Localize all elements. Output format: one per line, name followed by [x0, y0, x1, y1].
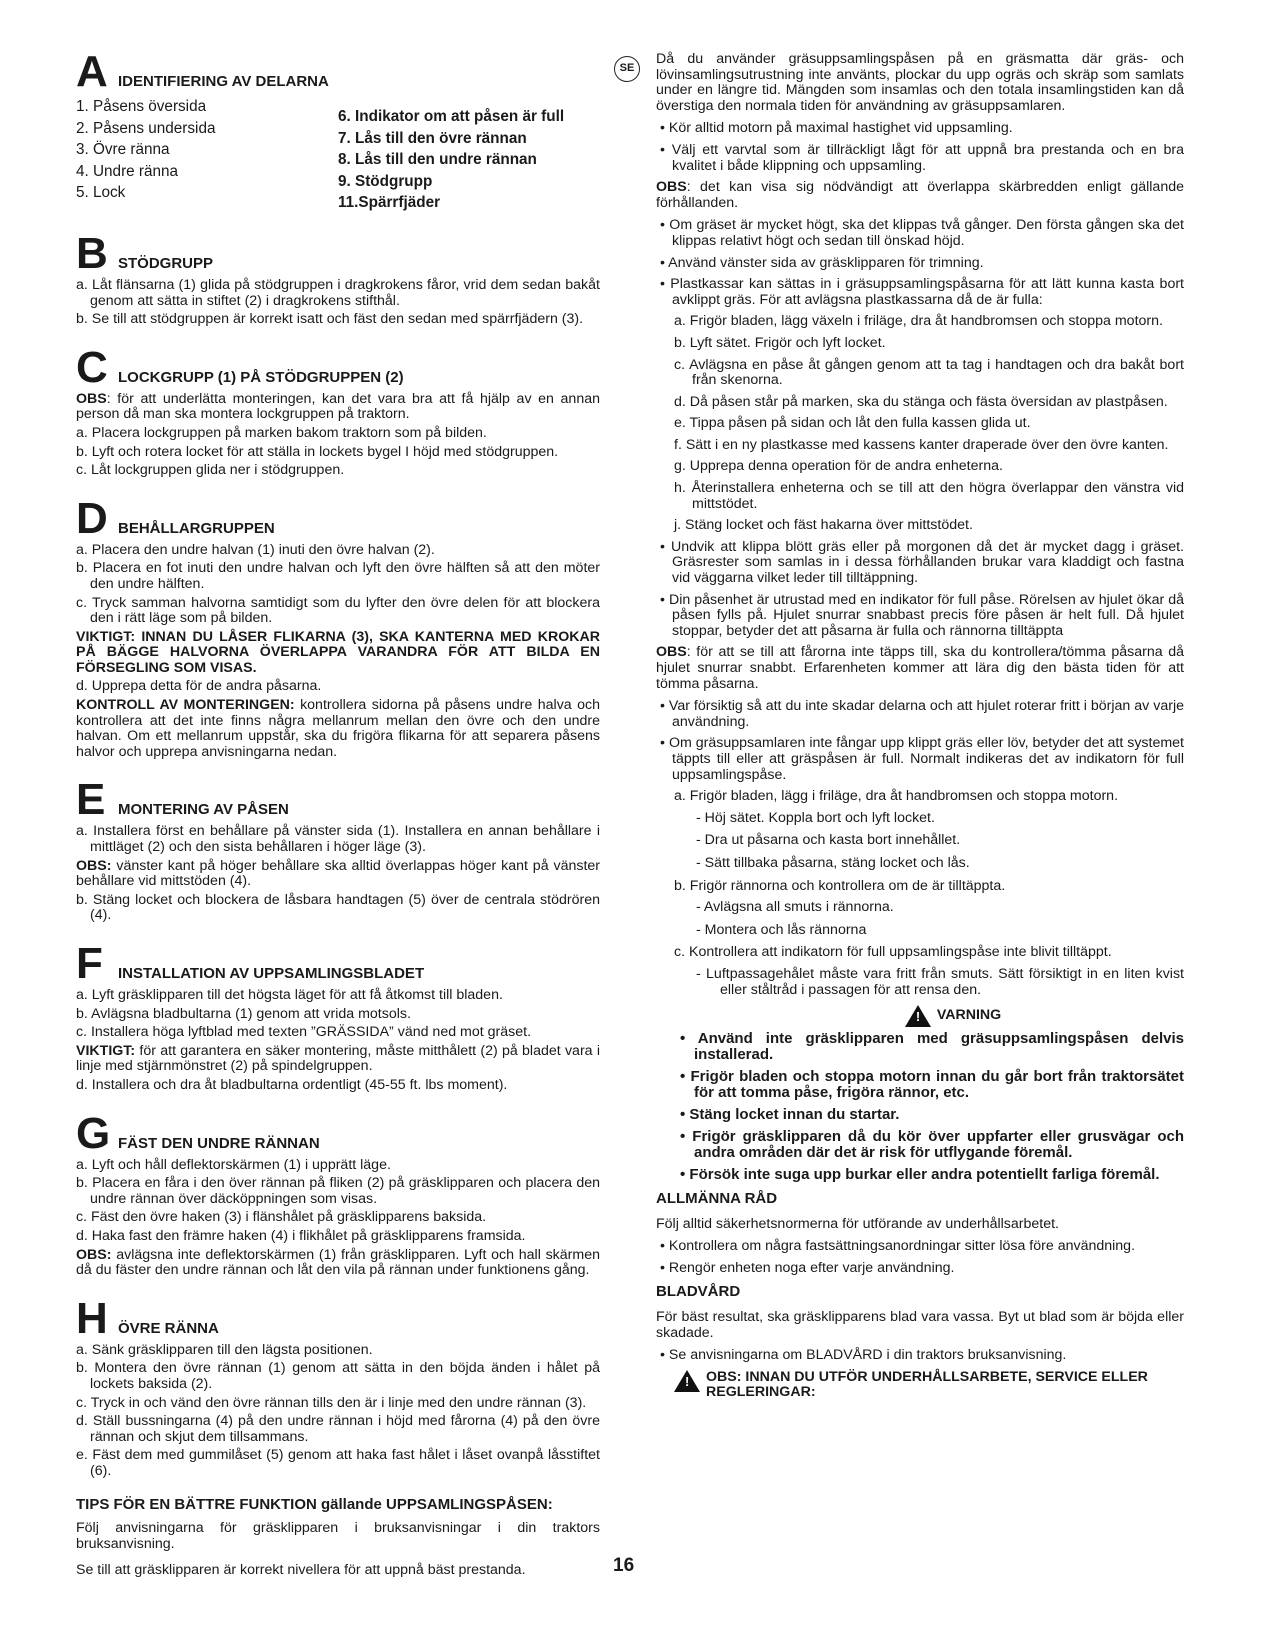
- section-letter: A: [76, 47, 108, 96]
- check-note: KONTROLL AV MONTERINGEN: kontrollera sidorna på påsens undre halva och kontrollera att det inte finns några mellanrum mellan den övre och den undre halvan. Om ett mellanrum uppstår, ska du frigöra flikarna för att separera påsens halvor och upprepa anvisningarna nedan.: [76, 697, 600, 760]
- step-text: c. Tryck in och vänd den övre rännan tills den är i linje med den undre rännan (3).: [76, 1394, 587, 1411]
- section-title: ÖVRE RÄNNA: [118, 1319, 219, 1337]
- right-column: [656, 52, 1184, 1400]
- warning-item: • Frigör bladen och stoppa motorn innan du går bort från traktorsätet för att tomma påse, frigöra rännor, etc.: [680, 1068, 1184, 1102]
- step-text: d. Upprepa detta för de andra påsarna.: [76, 678, 322, 695]
- step-text: c. Låt lockgruppen glida ner i stödgruppen.: [76, 462, 345, 479]
- section-title: BEHÅLLARGRUPPEN: [118, 519, 275, 537]
- dash-step: - Avlägsna all smuts i rännorna.: [696, 899, 894, 916]
- note-text: OBS: för att underlätta monteringen, kan det vara bra att få hjälp av en annan person då man ska montera lockgruppen på traktorn.: [76, 390, 600, 423]
- step-text: d. Ställ bussningarna (4) på den undre rännan i höjd med fårorna (4) på den övre rännan och skjut dem tillsammans.: [76, 1413, 600, 1445]
- bullet-item: • Använd vänster sida av gräsklipparen för trimning.: [660, 254, 984, 271]
- sub-step: b. Lyft sätet. Frigör och lyft locket.: [674, 334, 886, 351]
- section-b: [76, 228, 600, 328]
- important-note: VIKTIGT: INNAN DU LÅSER FLIKARNA (3), SKA KANTERNA MED KROKAR PÅ BÄGGE HALVORNA ÖVERLAPPA VARANDRA FÖR ATT BILDA EN FÖRSEGLING SOM VISAS.: [76, 628, 600, 676]
- dash-step: - Montera och lås rännorna: [696, 921, 867, 938]
- tips-text: Följ anvisningarna för gräsklipparen i bruksanvisningar i din traktors bruksanvisning.: [76, 1520, 600, 1553]
- step-text: b. Avlägsna bladbultarna (1) genom att vrida motsols.: [76, 1005, 411, 1022]
- final-warning-text: OBS: INNAN DU UTFÖR UNDERHÅLLSARBETE, SERVICE ELLER REGLERINGAR:: [706, 1368, 1148, 1400]
- blade-care-title: BLADVÅRD: [656, 1283, 741, 1301]
- step-text: a. Installera först en behållare på vänster sida (1). Installera en annan behållare i mittläget (2) och den sista behållaren i höger läge (3).: [76, 823, 600, 856]
- step-text: d. Haka fast den främre haken (4) i flikhålet på gräsklipparens framsida.: [76, 1227, 526, 1244]
- bullet-item: • Undvik att klippa blött gräs eller på morgonen då det är mycket dagg i gräset. Gräsrester som samlas in i dessa förhållanden brukar vara kladdigt och fastna vid väggarna vilket leder till tilltäppning.: [660, 538, 1184, 587]
- sub-step: d. Då påsen står på marken, ska du stänga och fästa översidan av plastpåsen.: [674, 393, 1168, 410]
- language-badge: SE: [614, 56, 640, 82]
- step-text: b. Se till att stödgruppen är korrekt isatt och fäst den sedan med spärrfjädern (3).: [76, 311, 584, 328]
- warning-item: • Använd inte gräsklipparen med gräsuppsamlingspåsen delvis installerad.: [680, 1030, 1184, 1064]
- section-title: MONTERING AV PÅSEN: [118, 801, 289, 819]
- bullet-item: • Kör alltid motorn på maximal hastighet vid uppsamling.: [660, 120, 1013, 137]
- note-text: OBS: för att se till att fårorna inte täpps till, ska du kontrollera/tömma påsarna då hjulet snurrar snabbt. Erfarenheten kommer att lära dig den bästa tiden för att tömma påsarna.: [656, 644, 1184, 692]
- sub-step: c. Kontrollera att indikatorn för full uppsamlingspåse inte blivit tilltäppt.: [674, 944, 1112, 961]
- list-item: 6. Indikator om att påsen är full: [338, 108, 565, 125]
- warning-title: VARNING: [936, 1007, 1002, 1024]
- warning-icon: !: [674, 1370, 700, 1392]
- step-text: b. Stäng locket och blockera de låsbara handtagen (5) över de centrala stödrören (4).: [76, 891, 600, 924]
- step-text: e. Fäst dem med gummilåset (5) genom att haka fast hålet i låset ovanpå låsstiftet (6).: [76, 1447, 600, 1479]
- warning-item: • Försök inte suga upp burkar eller andra potentiellt farliga föremål.: [680, 1166, 1160, 1184]
- section-a: [76, 47, 600, 214]
- sub-step: g. Upprepa denna operation för de andra enheterna.: [674, 458, 1003, 475]
- section-title: STÖDGRUPP: [118, 254, 214, 272]
- section-letter: F: [76, 939, 103, 988]
- list-item: 1. Påsens översida: [76, 98, 207, 115]
- bullet-item: • Om gräset är mycket högt, ska det klippas två gånger. Den första gången ska det klippas relativt högt och sedan till önskad höjd.: [660, 217, 1184, 249]
- warning-item: • Stäng locket innan du startar.: [680, 1106, 900, 1124]
- step-text: b. Montera den övre rännan (1) genom att sätta in den böjda änden i hålet på lockets baksida (2).: [76, 1360, 600, 1392]
- sub-step: j. Stäng locket och fäst hakarna över mittstödet.: [674, 517, 973, 534]
- sub-step: f. Sätt i en ny plastkasse med kassens kanter draperade över den övre kanten.: [674, 436, 1169, 453]
- bullet-item: • Plastkassar kan sättas in i gräsuppsamlingspåsarna för att lätt kunna kasta bort avklippt gräs. För att avlägsna plastkassarna då de är fulla:: [660, 276, 1184, 308]
- sub-step: e. Tippa påsen på sidan och låt den fulla kassen glida ut.: [674, 415, 1031, 432]
- final-warning: [656, 1370, 1184, 1400]
- step-text: c. Tryck samman halvorna samtidigt som du lyfter den övre delen för att blockera den i rätt läge som på bilden.: [76, 594, 600, 627]
- step-text: c. Fäst den övre haken (3) i flänshålet på gräsklipparens baksida.: [76, 1209, 487, 1226]
- bullet-item: • Om gräsuppsamlaren inte fångar upp klippt gräs eller löv, betyder det att systemet täppts till eller att gräspåsen är full. Normalt indikeras det av indikatorn för full uppsamlingspåse.: [660, 735, 1184, 783]
- section-title: INSTALLATION AV UPPSAMLINGSBLADET: [118, 965, 425, 982]
- section-letter: D: [76, 493, 108, 543]
- list-item: 4. Undre ränna: [76, 162, 179, 180]
- section-title: LOCKGRUPP (1) PÅ STÖDGRUPPEN (2): [118, 368, 404, 386]
- step-text: c. Installera höga lyftblad med texten ”GRÄSSIDA” vänd ned mot gräset.: [76, 1024, 532, 1041]
- section-title: IDENTIFIERING AV DELARNA: [118, 73, 329, 90]
- section-g: [76, 1108, 600, 1279]
- bullet-item: • Din påsenhet är utrustad med en indikator för full påse. Rörelsen av hjulet ökar då påsen fylls på. Hjulet snurrar snabbast precis före påsen är helt full. Då hjulet stoppar, betyder det att påsarna är fulla och rännorna tilltäppta: [660, 591, 1184, 639]
- list-item: 9. Stödgrupp: [338, 172, 433, 190]
- warning-item: • Frigör gräsklipparen då du kör över uppfarter eller grusvägar och andra områden där det är risk för utflygande föremål.: [680, 1128, 1184, 1162]
- section-letter: H: [76, 1293, 108, 1343]
- step-text: d. Installera och dra åt bladbultarna ordentligt (45-55 ft. lbs moment).: [76, 1076, 508, 1093]
- general-advice-text: Följ alltid säkerhetsnormerna för utförande av underhållsarbetet.: [656, 1215, 1059, 1232]
- tips-title: TIPS FÖR EN BÄTTRE FUNKTION gällande UPPSAMLINGSPÅSEN:: [76, 1496, 553, 1514]
- list-item: 2. Påsens undersida: [76, 119, 216, 137]
- section-c: [76, 342, 600, 479]
- bullet-item: • Se anvisningarna om BLADVÅRD i din traktors bruksanvisning.: [660, 1347, 1067, 1364]
- note-text: OBS: avlägsna inte deflektorskärmen (1) från gräsklipparen. Lyft och hall skärmen då du fäster den undre rännan och låt den vila på rännan under funktionens gång.: [76, 1246, 600, 1279]
- sub-step: c. Avlägsna en påse åt gången genom att ta tag i handtagen och dra bakåt bort från skenorna.: [674, 356, 1184, 389]
- step-text: b. Placera en fåra i den över rännan på fliken (2) på gräsklipparen och placera den undre rännan över däcköppningen som visas.: [76, 1175, 600, 1207]
- list-item: 11.Spärrfjäder: [338, 194, 441, 212]
- dash-step: - Dra ut påsarna och kasta bort innehållet.: [696, 832, 961, 849]
- bullet-item: • Kontrollera om några fastsättningsanordningar sitter lösa före användning.: [660, 1238, 1136, 1255]
- important-note: VIKTIGT: för att garantera en säker montering, måste mitthålett (2) på bladet vara i linje med stjärnmönstret (2) på spindelgruppen.: [76, 1042, 600, 1075]
- step-text: a. Låt flänsarna (1) glida på stödgruppen i dragkrokens fåror, vrid dem sedan bakåt genom att sätta in stiftet (2) i dragkrokens stifthål.: [76, 276, 600, 309]
- parts-list: [76, 96, 600, 214]
- step-text: a. Sänk gräsklipparen till den lägsta positionen.: [76, 1341, 373, 1358]
- list-item: 7. Lås till den övre rännan: [338, 129, 527, 147]
- warning-icon: !: [905, 1005, 931, 1027]
- sub-step: a. Frigör bladen, lägg i friläge, dra åt handbromsen och stoppa motorn.: [674, 788, 1119, 805]
- step-text: a. Placera den undre halvan (1) inuti den övre halvan (2).: [76, 541, 435, 558]
- section-d: [76, 493, 600, 761]
- section-h: [76, 1293, 600, 1480]
- blade-care-text: För bäst resultat, ska gräsklipparens blad vara vassa. Byt ut blad som är böjda eller skadade.: [656, 1309, 1184, 1341]
- warning-header: [656, 1005, 1184, 1027]
- sub-step: a. Frigör bladen, lägg växeln i friläge, dra åt handbromsen och stoppa motorn.: [674, 313, 1163, 330]
- list-item: 8. Lås till den undre rännan: [338, 151, 537, 169]
- dash-step: - Sätt tillbaka påsarna, stäng locket och lås.: [696, 854, 970, 871]
- section-letter: E: [76, 775, 106, 825]
- bullet-item: • Rengör enheten noga efter varje användning.: [660, 1259, 955, 1276]
- section-title: FÄST DEN UNDRE RÄNNAN: [118, 1134, 320, 1152]
- intro-text: Då du använder gräsuppsamlingspåsen på en gräsmatta där gräs- och lövinsamlingsutrustning inte använts, plockar du upp ogräs och skräp som samlats under en längre tid. Mängden som insamlas och den totala insamlingstiden kan då överstiga den normala tiden för användning av gräsuppsamlaren.: [656, 51, 1184, 114]
- dash-step: - Höj sätet. Koppla bort och lyft locket.: [696, 809, 935, 826]
- sub-step: b. Frigör rännorna och kontrollera om de är tilltäppta.: [674, 877, 1006, 894]
- section-letter: B: [76, 228, 108, 278]
- step-text: a. Lyft gräsklipparen till det högsta läget för att få åtkomst till bladen.: [76, 987, 503, 1003]
- section-e: [76, 775, 600, 924]
- left-column: [76, 47, 600, 1588]
- page-number: 16: [613, 1555, 635, 1576]
- step-text: b. Placera en fot inuti den undre halvan och lyft den övre hälften så att den möter den undre hälften.: [76, 560, 600, 592]
- note-text: OBS: det kan visa sig nödvändigt att överlappa skärbredden enligt gällande förhållanden.: [656, 179, 1184, 211]
- step-text: a. Placera lockgruppen på marken bakom traktorn som på bilden.: [76, 424, 487, 441]
- general-advice-title: ALLMÄNNA RÅD: [656, 1190, 778, 1208]
- section-letter: C: [76, 342, 108, 392]
- section-letter: G: [76, 1108, 111, 1158]
- bullet-item: • Välj ett varvtal som är tillräckligt lågt för att uppnå bra prestanda och en bra kvalitet i både klippning och uppsamling.: [660, 141, 1184, 174]
- tips-text: Se till att gräsklipparen är korrekt nivellera för att uppnå bäst prestanda.: [76, 1561, 526, 1578]
- step-text: a. Lyft och håll deflektorskärmen (1) i upprätt läge.: [76, 1156, 391, 1173]
- note-text: OBS: vänster kant på höger behållare ska alltid överlappas höger kant på vänster behållare vid mittstöden (4).: [76, 857, 600, 890]
- dash-step: - Luftpassagehålet måste vara fritt från smuts. Sätt försiktigt in en liten kvist eller ståltråd i passagen för att rensa den.: [696, 965, 1184, 998]
- list-item: 5. Lock: [76, 184, 126, 202]
- section-f: [76, 939, 600, 1094]
- sub-step: h. Återinstallera enheterna och se till att den högra överlappar den vänstra vid mittstödet.: [674, 480, 1184, 512]
- step-text: b. Lyft och rotera locket för att ställa in lockets bygel I höjd med stödgruppen.: [76, 443, 559, 460]
- bullet-item: • Var försiktig så att du inte skadar delarna och att hjulet roterar fritt i början av varje användning.: [660, 698, 1184, 730]
- list-item: 3. Övre ränna: [76, 141, 170, 159]
